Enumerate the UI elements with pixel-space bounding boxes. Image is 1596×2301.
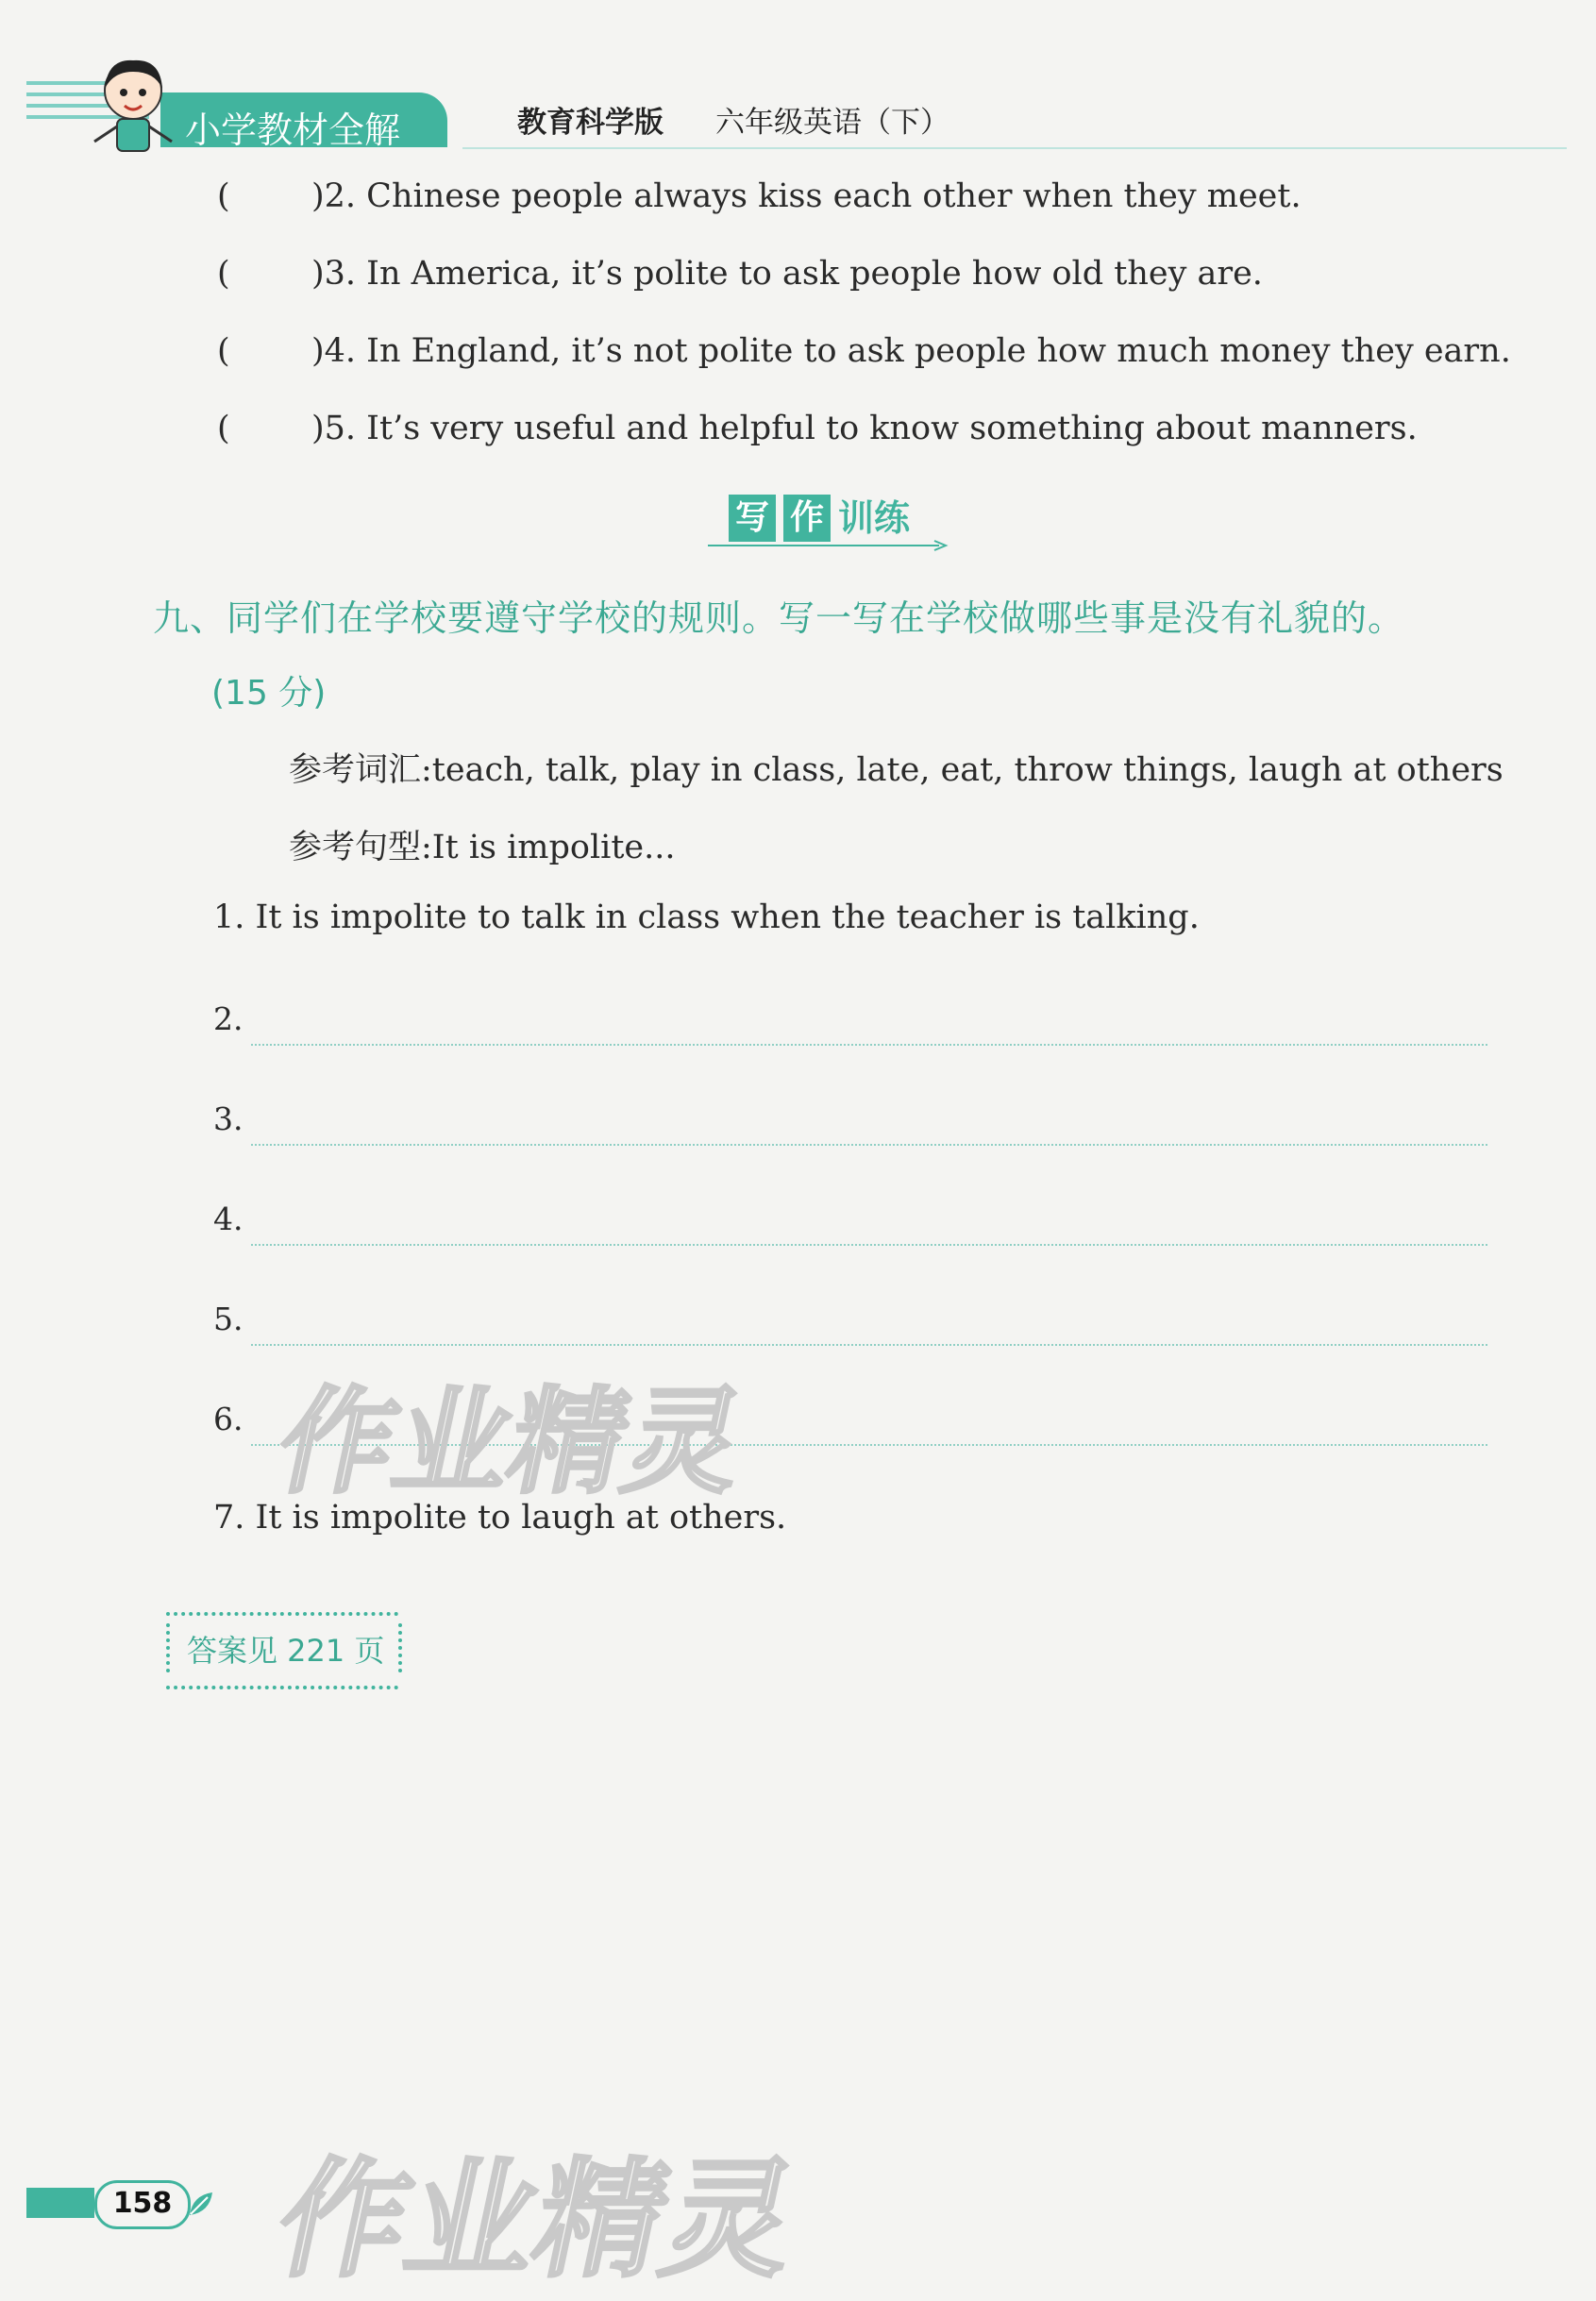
reference-vocab xyxy=(289,744,1504,791)
tf-item-text: 5. It’s very useful and helpful to know something about manners. xyxy=(324,410,1418,447)
grade-subject-label: 六年级英语（下） xyxy=(715,106,949,140)
tf-item-text: 2. Chinese people always kiss each other when they meet. xyxy=(324,177,1302,215)
arrow-underline-icon xyxy=(708,540,953,551)
tf-item-text: 3. In America, it’s polite to ask people how old they are. xyxy=(324,255,1263,293)
watermark: 作业精灵 xyxy=(264,2146,811,2295)
tf-item: ( )5. It’s very useful and helpful to know something about manners. xyxy=(217,410,1418,447)
vocab-text: teach, talk, play in class, late, eat, throw things, laugh at others xyxy=(431,751,1504,789)
page-number-bar xyxy=(26,2188,94,2218)
publisher-label: 教育科学版 xyxy=(517,106,664,140)
answer-line-1: 1. It is impolite to talk in class when the teacher is talking. xyxy=(213,899,1200,936)
header-divider xyxy=(462,147,1567,149)
book-title-tab xyxy=(160,92,447,151)
leaf-icon xyxy=(187,2190,215,2218)
pattern-label: 参考句型: xyxy=(289,829,432,866)
question-title: 九、同学们在学校要遵守学校的规则。写一写在学校做哪些事是没有礼貌的。 xyxy=(153,597,1405,639)
blank-answer-line[interactable]: 3. xyxy=(213,1100,1487,1148)
book-title: 小学教材全解 xyxy=(185,109,401,151)
watermark: 作业精灵 xyxy=(266,1375,756,1509)
pattern-text: It is impolite... xyxy=(431,829,676,866)
question-score: (15 分) xyxy=(211,674,327,713)
tf-item: ( )3. In America, it’s polite to ask people how old they are. xyxy=(217,255,1263,293)
answer-reference-text: 答案见 221 页 xyxy=(187,1633,385,1669)
badge-char: 作 xyxy=(783,495,831,542)
badge-char: 写 xyxy=(729,495,776,542)
answer-reference-box xyxy=(166,1612,402,1686)
reference-pattern xyxy=(289,821,676,868)
vocab-label: 参考词汇: xyxy=(289,751,432,789)
answer-line-7: 7. It is impolite to laugh at others. xyxy=(213,1499,787,1537)
mascot-icon xyxy=(81,51,185,155)
tf-item: ( )2. Chinese people always kiss each other when they meet. xyxy=(217,177,1302,215)
blank-answer-line[interactable]: 2. xyxy=(213,1000,1487,1048)
writing-section-badge xyxy=(708,491,953,549)
blank-answer-line[interactable]: 6. xyxy=(213,1401,1487,1448)
blank-answer-line[interactable]: 5. xyxy=(213,1301,1487,1348)
page-number: 158 xyxy=(94,2180,191,2229)
blank-answer-line[interactable]: 4. xyxy=(213,1201,1487,1248)
badge-text: 训练 xyxy=(838,497,911,539)
tf-item: ( )4. In England, it’s not polite to ask people how much money they earn. xyxy=(217,332,1511,370)
tf-item-text: 4. In England, it’s not polite to ask people how much money they earn. xyxy=(324,332,1511,370)
